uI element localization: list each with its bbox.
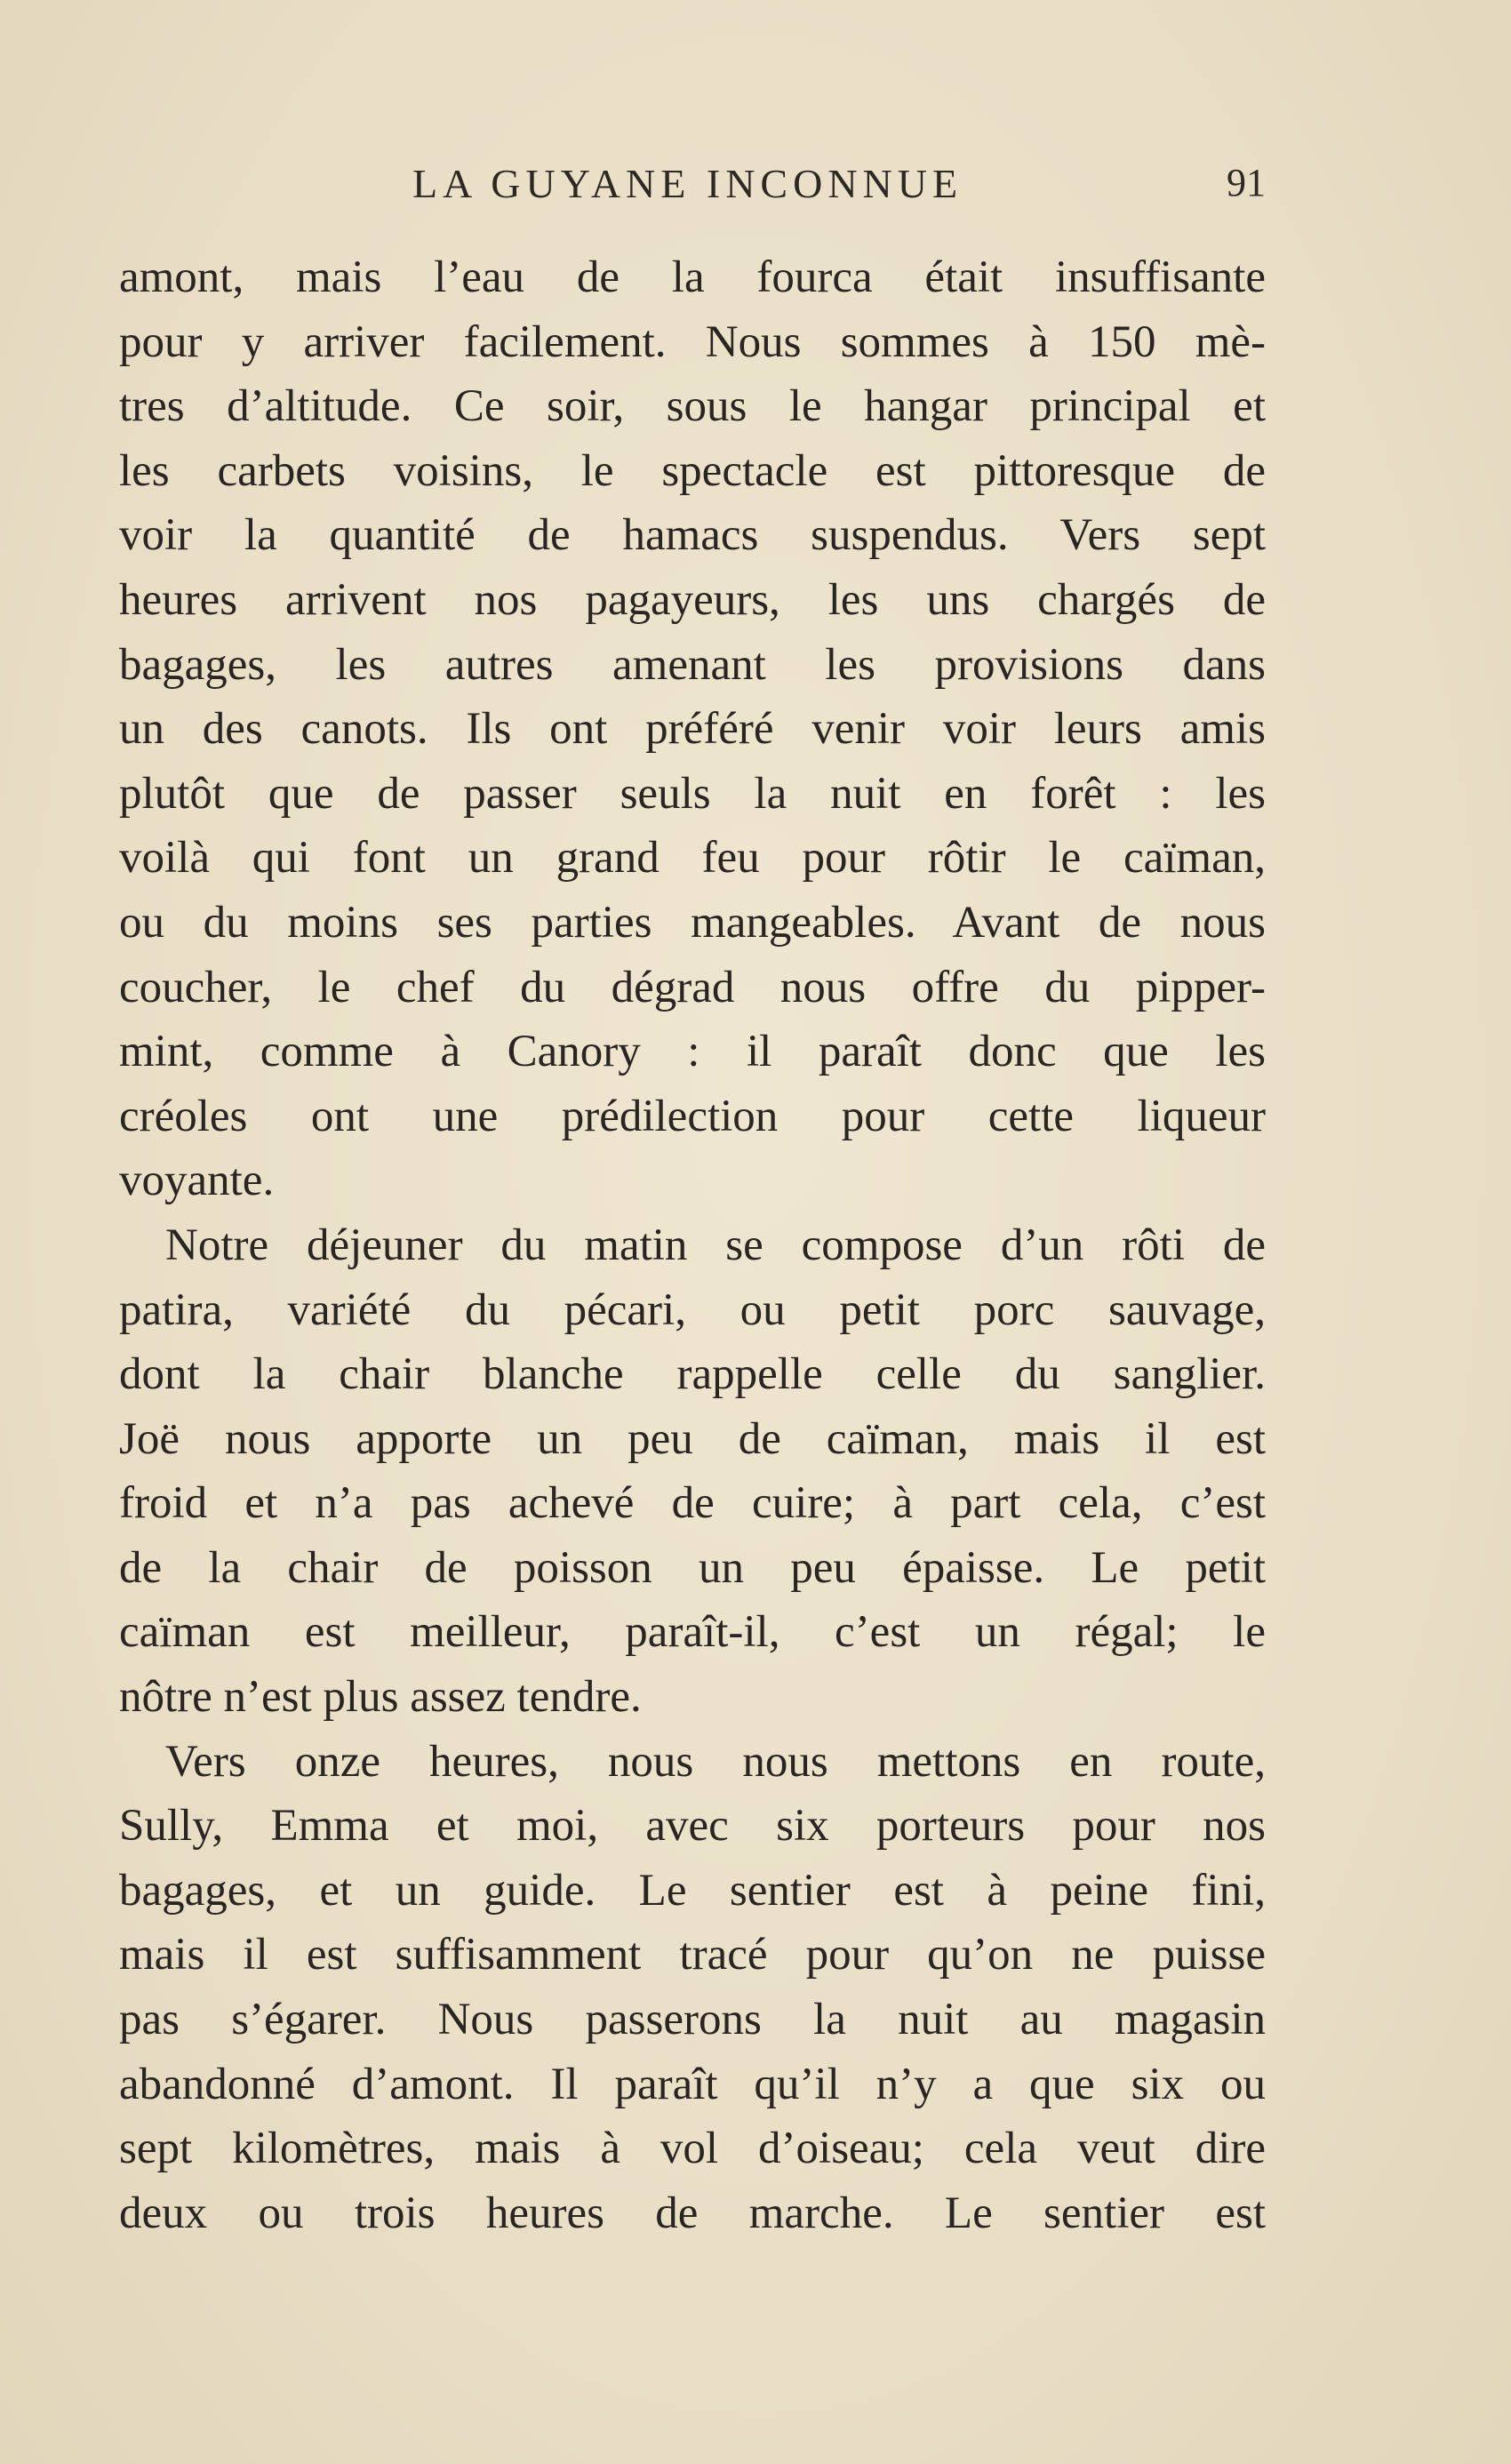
text-line: froid et n’a pas achevé de cuire; à part cela, c’est: [119, 1478, 1266, 1529]
text-line: Notre déjeuner du matin se compose d’un rôti de: [165, 1220, 1266, 1270]
text-line: coucher, le chef du dégrad nous offre du pipper-: [119, 962, 1266, 1012]
text-line: Vers onze heures, nous nous mettons en route,: [165, 1736, 1266, 1787]
text-line: tres d’altitude. Ce soir, sous le hangar principal et: [119, 381, 1266, 432]
text-line: caïman est meilleur, paraît-il, c’est un régal; le: [119, 1607, 1266, 1658]
text-line: les carbets voisins, le spectacle est pittoresque de: [119, 445, 1266, 496]
text-line: nôtre n’est plus assez tendre.: [119, 1672, 642, 1723]
text-line: dont la chair blanche rappelle celle du sanglier.: [119, 1349, 1266, 1400]
text-line: deux ou trois heures de marche. Le sentier est: [119, 2188, 1266, 2238]
text-line: Joë nous apporte un peu de caïman, mais il est: [119, 1413, 1266, 1464]
paragraph-3: [119, 1730, 1266, 2246]
text-line: créoles ont une prédilection pour cette liqueur: [119, 1091, 1266, 1141]
text-line: sept kilomètres, mais à vol d’oiseau; cela veut dire: [119, 2124, 1266, 2174]
text-line: voyante.: [119, 1156, 275, 1206]
text-line: abandonné d’amont. Il paraît qu’il n’y a que six ou: [119, 2059, 1266, 2109]
text-line: mint, comme à Canory : il paraît donc que les: [119, 1027, 1266, 1077]
text-line: voilà qui font un grand feu pour rôtir le caïman,: [119, 833, 1266, 884]
page-number: 91: [1227, 161, 1266, 204]
text-line: de la chair de poisson un peu épaisse. Le petit: [119, 1542, 1266, 1593]
text-line: heures arrivent nos pagayeurs, les uns chargés de: [119, 574, 1266, 625]
text-line: bagages, et un guide. Le sentier est à peine fini,: [119, 1865, 1266, 1916]
text-line: ou du moins ses parties mangeables. Avant de nous: [119, 897, 1266, 948]
text-line: plutôt que de passer seuls la nuit en forêt : les: [119, 768, 1266, 819]
paragraph-1: [119, 245, 1266, 1213]
text-line: patira, variété du pécari, ou petit porc sauvage,: [119, 1284, 1266, 1335]
text-line: mais il est suffisamment tracé pour qu’on ne puisse: [119, 1930, 1266, 1980]
page-header: [119, 160, 1266, 213]
running-title: LA GUYANE INCONNUE: [412, 161, 963, 206]
text-line: amont, mais l’eau de la fourca était insuffisante: [119, 252, 1266, 302]
text-line: bagages, les autres amenant les provisions dans: [119, 639, 1266, 690]
text-line: un des canots. Ils ont préféré venir voir leurs amis: [119, 704, 1266, 755]
text-line: pas s’égarer. Nous passerons la nuit au magasin: [119, 1995, 1266, 2045]
body-text: [119, 245, 1266, 2245]
text-line: Sully, Emma et moi, avec six porteurs pour nos: [119, 1801, 1266, 1852]
text-line: pour y arriver facilement. Nous sommes à 150 mè-: [119, 316, 1266, 367]
paragraph-2: [119, 1213, 1266, 1730]
text-line: voir la quantité de hamacs suspendus. Vers sept: [119, 510, 1266, 561]
